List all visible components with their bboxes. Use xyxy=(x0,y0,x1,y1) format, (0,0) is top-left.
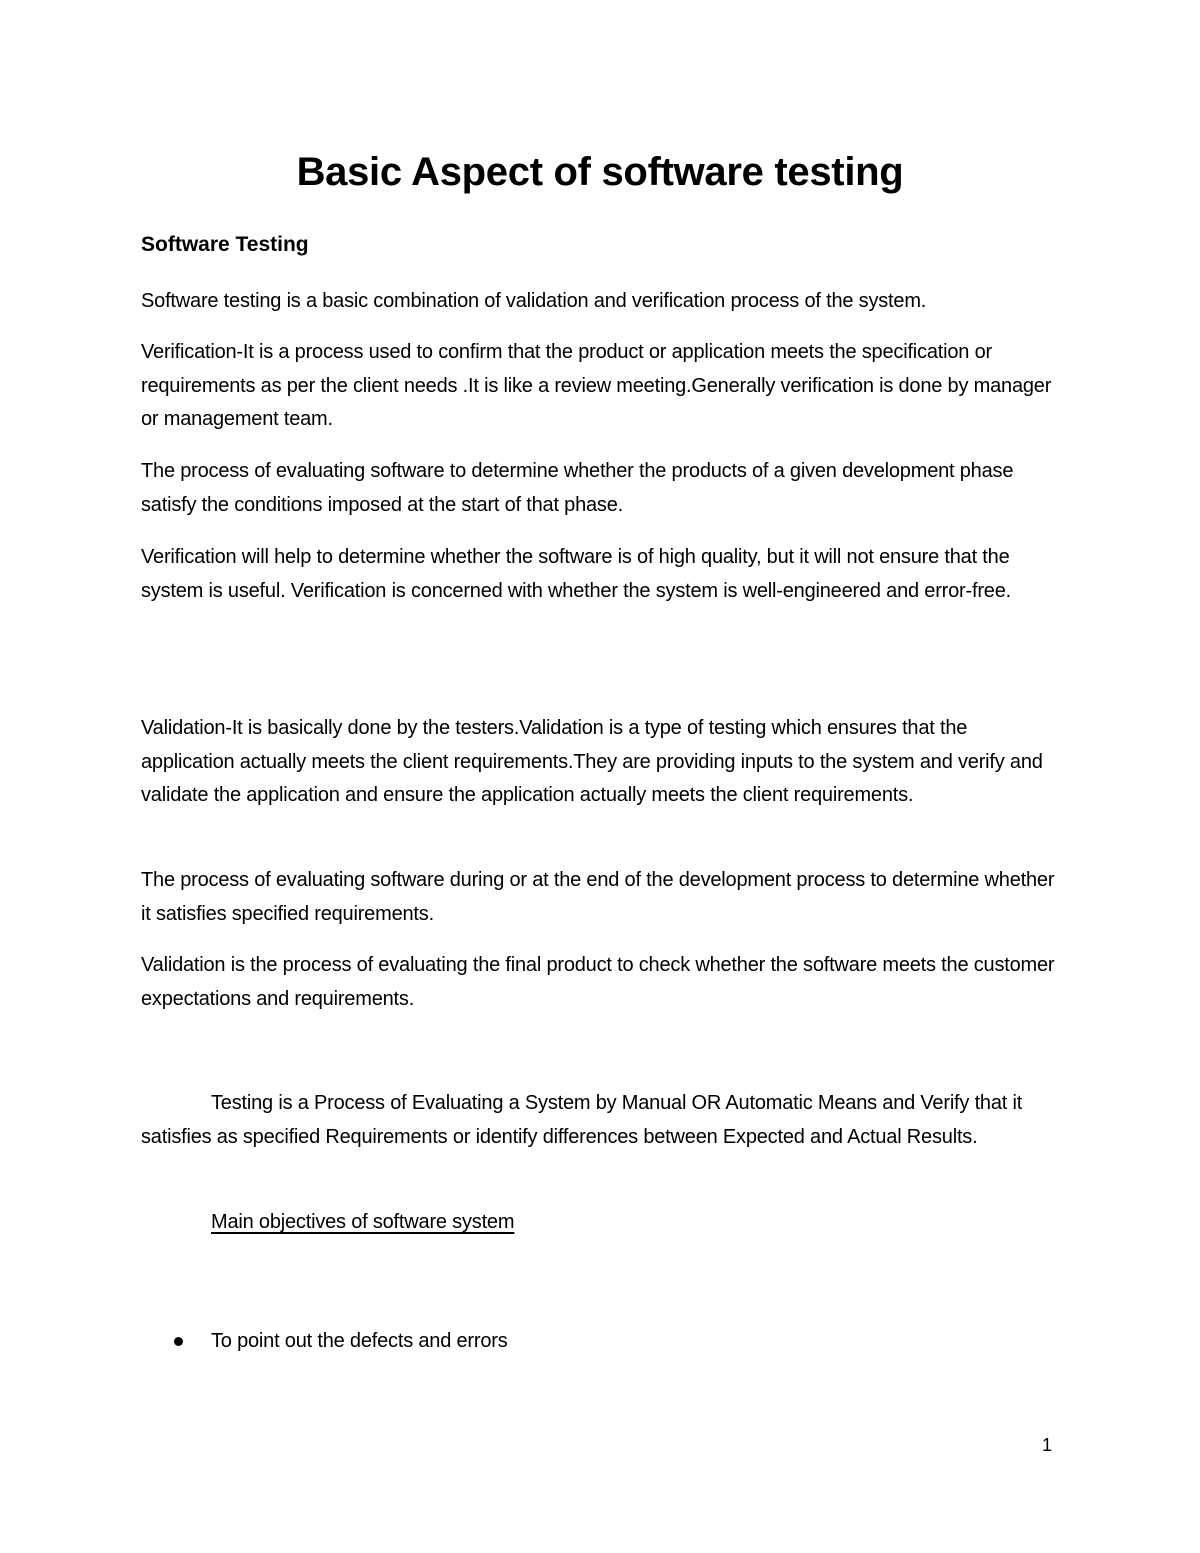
paragraph-verification-quality: Verification will help to determine whether the software is of high quality, but it will not ensure that the system is useful. Verification is concerned with whether the system is well-engineered and error-free. xyxy=(141,546,1012,602)
section-heading: Software Testing xyxy=(141,233,309,256)
paragraph-validation-process: The process of evaluating software during or at the end of the development process to determine whether it satisfies specified requirements. xyxy=(141,869,1055,925)
page-number: 1 xyxy=(1042,1435,1053,1455)
list-item xyxy=(141,1325,508,1357)
paragraph-verification-process: The process of evaluating software to determine whether the products of a given development phase satisfy the conditions imposed at the start of that phase. xyxy=(141,460,1014,516)
bullet-icon xyxy=(174,1337,183,1346)
document-title: Basic Aspect of software testing xyxy=(296,150,904,194)
objectives-list xyxy=(141,1325,508,1357)
paragraph-verification: Verification-It is a process used to confirm that the product or application meets the specification or requirements as per the client needs .It is like a review meeting.Generally verification is done by manager or management team. xyxy=(141,341,1052,430)
paragraph-definition: Software testing is a basic combination of validation and verification process of the system. xyxy=(141,290,927,312)
paragraph-validation-final: Validation is the process of evaluating the final product to check whether the software meets the customer expectations and requirements. xyxy=(141,954,1055,1010)
objectives-heading: Main objectives of software system xyxy=(211,1211,515,1233)
list-item-text: To point out the defects and errors xyxy=(211,1330,508,1352)
paragraph-testing-definition: Testing is a Process of Evaluating a System by Manual OR Automatic Means and Verify that it satisfies as specified Requirements or identify differences between Expected and Actual Results. xyxy=(141,1092,1023,1148)
paragraph-validation: Validation-It is basically done by the testers.Validation is a type of testing which ensures that the application actually meets the client requirements.They are providing inputs to the system and verify and validate the application and ensure the application actually meets the client requirements. xyxy=(141,717,1043,806)
